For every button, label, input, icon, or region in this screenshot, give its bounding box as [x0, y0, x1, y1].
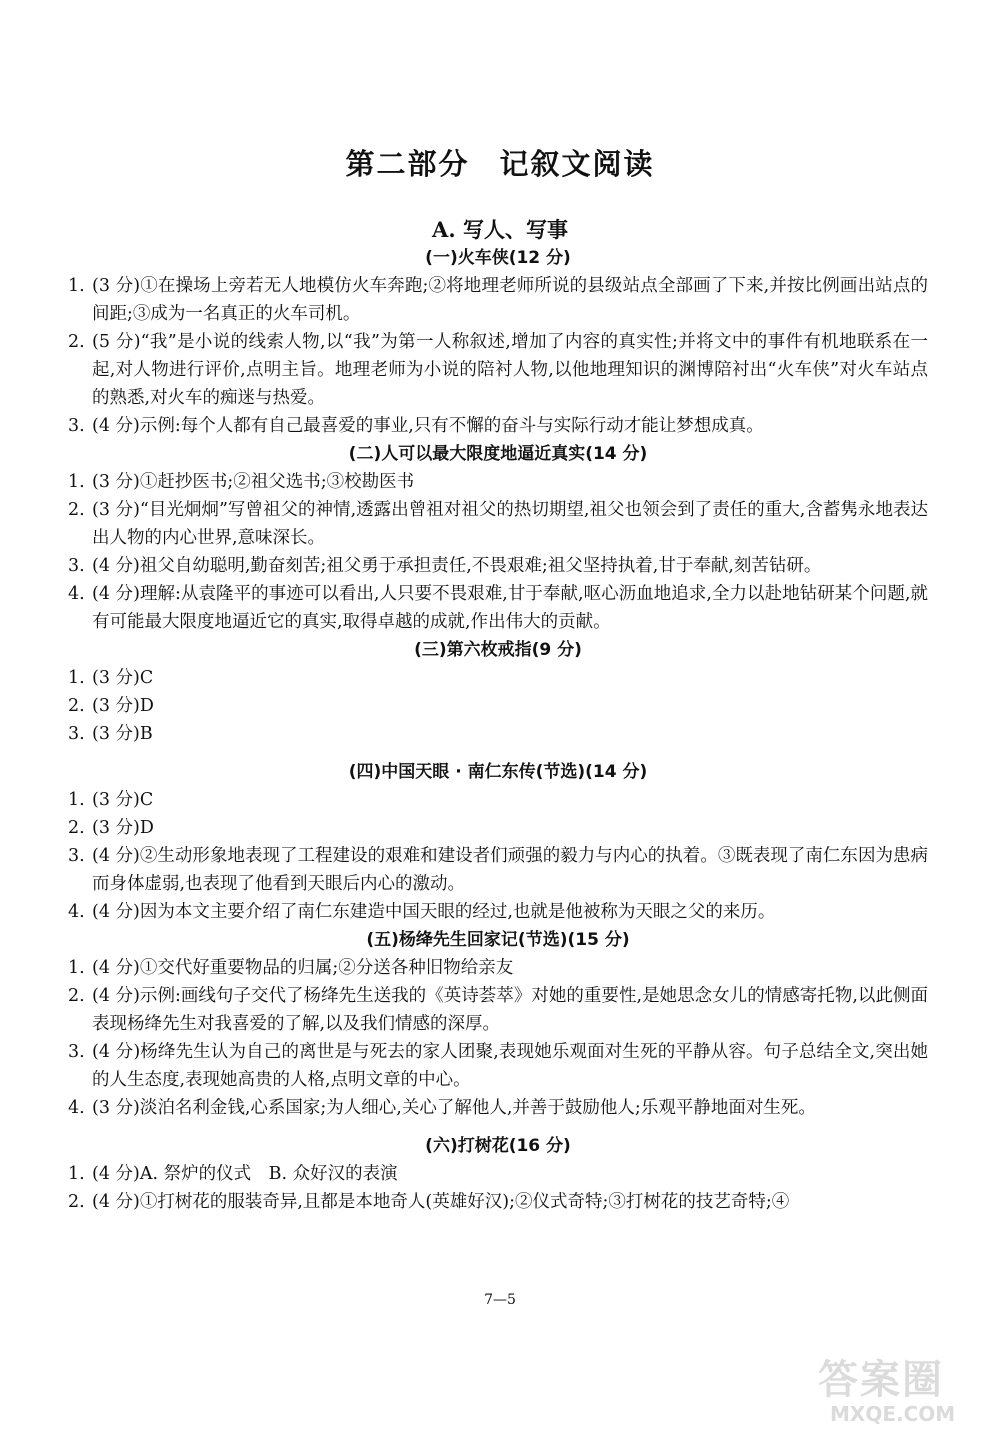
watermark-logo-text: 答案圈 — [818, 1357, 944, 1403]
answer-text: (4 分)①打树花的服装奇异,且都是本地奇人(英雄好汉);②仪式奇特;③打树花的技艺奇特;④ — [92, 1192, 790, 1212]
answer-item — [68, 664, 928, 692]
answer-text: (4 分)示例:画线句子交代了杨绛先生送我的《英诗荟萃》对她的重要性,是她思念女儿的情感寄托物,以此侧面表现杨绛先生对我喜爱的了解,以及我们情感的深厚。 — [92, 986, 928, 1034]
page-title — [0, 142, 1000, 183]
answer-item — [68, 786, 928, 814]
answer-number: 1. — [68, 276, 85, 296]
answer-text: (3 分)B — [92, 724, 153, 744]
answer-text: (3 分)C — [92, 668, 154, 688]
answer-text: (5 分)“我”是小说的线索人物,以“我”为第一人称叙述,增加了内容的真实性;并将文中的事件有机地联系在一起,对人物进行评价,点明主旨。地理老师为小说的陪衬人物,以他地理知识的渊博陪衬出“火车侠”对火车站点的熟悉,对火车的痴迷与热爱。 — [92, 332, 928, 408]
answer-number: 2. — [68, 500, 85, 520]
answer-number: 2. — [68, 1192, 85, 1212]
answer-text: (3 分)“目光炯炯”写曾祖父的神情,透露出曾祖对祖父的热切期望,祖父也领会到了责任的重大,含蓄隽永地表达出人物的内心世界,意味深长。 — [92, 500, 928, 548]
answer-number: 1. — [68, 668, 85, 688]
answer-item — [68, 692, 928, 720]
question-group-heading: (五)杨绛先生回家记(节选)(15 分) — [366, 930, 630, 950]
answer-text: (4 分)示例:每个人都有自己最喜爱的事业,只有不懈的奋斗与实际行动才能让梦想成真。 — [92, 416, 764, 436]
answer-item — [68, 954, 928, 982]
watermark-url: MXQE.COM — [830, 1402, 956, 1426]
answer-text: (4 分)②生动形象地表现了工程建设的艰难和建设者们顽强的毅力与内心的执着。③既表现了南仁东因为患病而身体虚弱,也表现了他看到天眼后内心的激动。 — [92, 846, 928, 894]
answer-text: (3 分)D — [92, 818, 154, 838]
answer-text: (4 分)理解:从袁隆平的事迹可以看出,人只要不畏艰难,甘于奉献,呕心沥血地追求,全力以赴地钻研某个问题,就有可能最大限度地逼近它的真实,取得卓越的成就,作出伟大的贡献。 — [92, 584, 928, 632]
answer-item — [68, 1160, 928, 1188]
answer-number: 1. — [68, 472, 85, 492]
answer-number: 4. — [68, 584, 85, 604]
question-group-heading: (六)打树花(16 分) — [425, 1136, 571, 1156]
answer-text: (4 分)因为本文主要介绍了南仁东建造中国天眼的经过,也就是他被称为天眼之父的来历。 — [92, 902, 776, 922]
answer-text: (3 分)淡泊名利金钱,心系国家;为人细心,关心了解他人,并善于鼓励他人;乐观平静地面对生死。 — [92, 1098, 816, 1118]
answer-number: 2. — [68, 818, 85, 838]
answer-item — [68, 496, 928, 552]
answer-item — [68, 328, 928, 412]
answer-item — [68, 580, 928, 636]
watermark-logo — [810, 1346, 990, 1426]
answer-text: (3 分)D — [92, 696, 154, 716]
answer-item — [68, 982, 928, 1038]
question-group-heading: (二)人可以最大限度地逼近真实(14 分) — [348, 444, 648, 464]
answer-number: 2. — [68, 332, 85, 352]
section-title: A. 写人、写事 — [432, 217, 568, 242]
answer-text: (3 分)C — [92, 790, 154, 810]
answer-number: 3. — [68, 846, 85, 866]
answer-item — [68, 720, 928, 748]
answer-number: 3. — [68, 1042, 85, 1062]
answer-text: (4 分)祖父自幼聪明,勤奋刻苦;祖父勇于承担责任,不畏艰难;祖父坚持执着,甘于奉献,刻苦钻研。 — [92, 556, 822, 576]
answer-item — [68, 898, 928, 926]
answer-item — [68, 552, 928, 580]
answer-number: 3. — [68, 724, 85, 744]
answer-item — [68, 842, 928, 898]
answer-number: 3. — [68, 416, 85, 436]
answer-text: (4 分)A. 祭炉的仪式 B. 众好汉的表演 — [92, 1164, 398, 1184]
answer-item — [68, 1188, 928, 1216]
answer-number: 4. — [68, 902, 85, 922]
answer-number: 2. — [68, 696, 85, 716]
answer-text: (4 分)①交代好重要物品的归属;②分送各种旧物给亲友 — [92, 958, 514, 978]
answer-item — [68, 1038, 928, 1094]
answer-item — [68, 412, 928, 440]
answer-number: 4. — [68, 1098, 85, 1118]
answer-item — [68, 468, 928, 496]
answer-item — [68, 814, 928, 842]
title-name: 记叙文阅读 — [499, 147, 655, 181]
question-group-heading: (四)中国天眼 · 南仁东传(节选)(14 分) — [348, 762, 648, 782]
title-part: 第二部分 — [345, 147, 470, 181]
answer-number: 1. — [68, 1164, 85, 1184]
answer-item — [68, 1094, 928, 1122]
answer-text: (4 分)杨绛先生认为自己的离世是与死去的家人团聚,表现她乐观面对生死的平静从容。句子总结全文,突出她的人生态度,表现她高贵的人格,点明文章的中心。 — [92, 1042, 928, 1090]
answer-number: 2. — [68, 986, 85, 1006]
answer-text: (3 分)①赶抄医书;②祖父选书;③校勘医书 — [92, 472, 415, 492]
answer-content — [68, 244, 928, 1216]
answer-number: 1. — [68, 790, 85, 810]
question-group-heading: (一)火车侠(12 分) — [425, 248, 571, 268]
page-number: 7—5 — [484, 1292, 516, 1308]
answer-number: 1. — [68, 958, 85, 978]
answer-number: 3. — [68, 556, 85, 576]
answer-text: (3 分)①在操场上旁若无人地模仿火车奔跑;②将地理老师所说的县级站点全部画了下来,并按比例画出站点的间距;③成为一名真正的火车司机。 — [92, 276, 928, 324]
question-group-heading: (三)第六枚戒指(9 分) — [414, 640, 582, 660]
answer-item — [68, 272, 928, 328]
